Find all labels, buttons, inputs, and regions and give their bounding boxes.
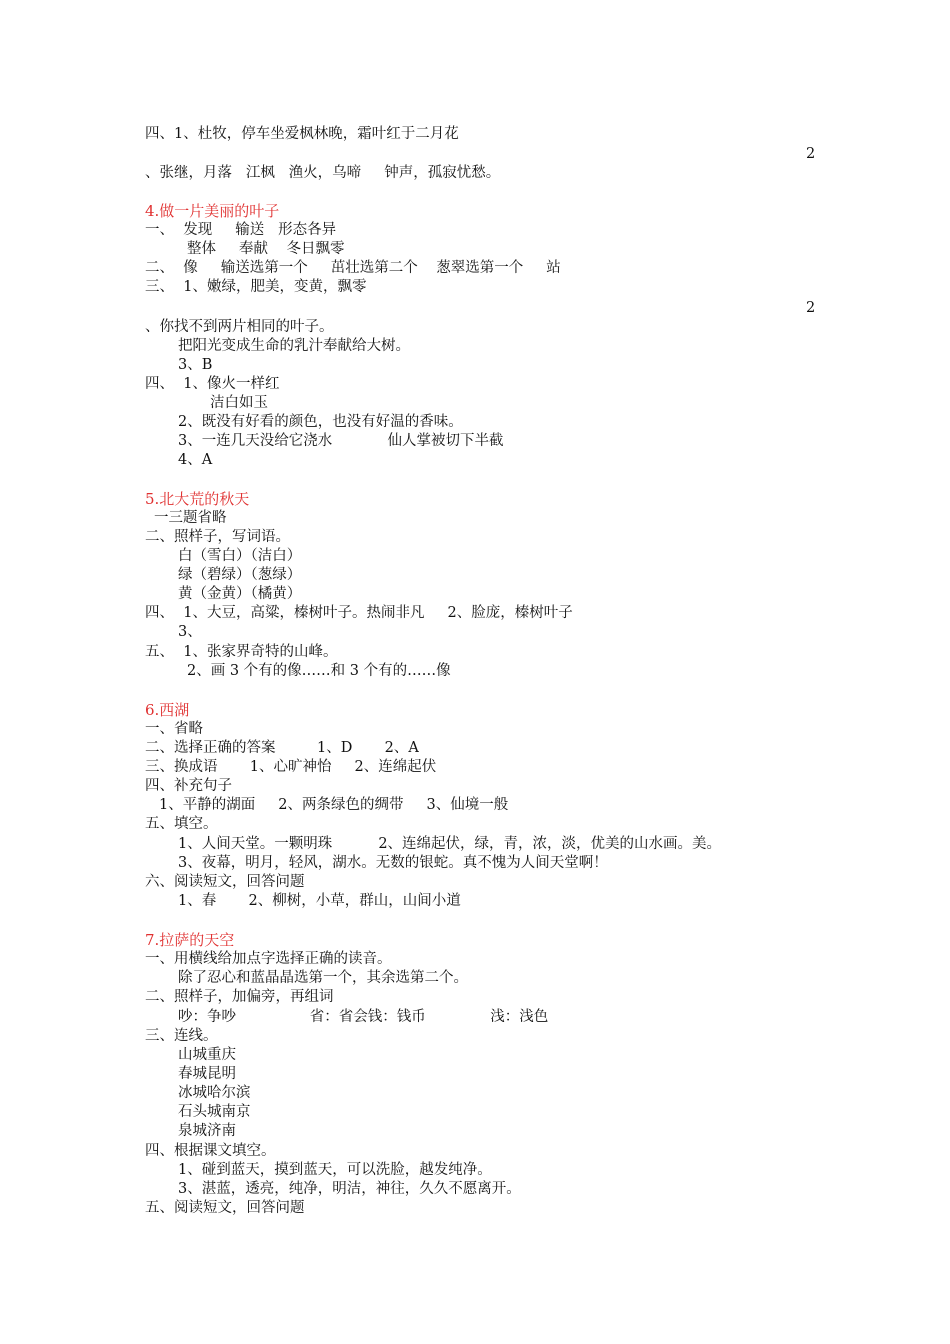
text-line: 1、春 2、柳树，小草，群山，山间小道 [178, 893, 461, 909]
text-line: 六、阅读短文，回答问题 [145, 874, 305, 890]
text-line: 2、画 3 个有的像……和 3 个有的……像 [187, 663, 451, 679]
text-line: 一、省略 [145, 721, 203, 737]
section-heading: 6.西湖 [145, 701, 190, 719]
text-line: 3、一连几天没给它浇水 仙人掌被切下半截 [178, 433, 504, 449]
text-line: 1、人间天堂。一颗明珠 2、连绵起伏，绿，青，浓，淡，优美的山水画。美。 [178, 836, 722, 852]
text-line: 除了忍心和蓝晶晶选第一个，其余选第二个。 [178, 970, 468, 986]
text-line: 三、换成语 1、心旷神怡 2、连绵起伏 [145, 759, 437, 775]
text-line: 山城重庆 [178, 1047, 236, 1063]
text-line: 3、 [178, 624, 202, 640]
text-line: 把阳光变成生命的乳汁奉献给大树。 [178, 338, 410, 354]
text-line: 冰城哈尔滨 [178, 1085, 251, 1101]
text-line: 一三题省略 [154, 510, 227, 526]
section-heading: 7.拉萨的天空 [145, 931, 235, 949]
text-line: 二、选择正确的答案 1、D 2、A [145, 740, 419, 756]
text-line: 整体 奉献 冬日飘零 [187, 241, 345, 257]
text-line: 三、 1、嫩绿，肥美，变黄，飘零 [145, 279, 367, 295]
section-heading: 5.北大荒的秋天 [145, 490, 250, 508]
text-line: 一、用横线给加点字选择正确的读音。 [145, 951, 392, 967]
text-line: 二、照样子，写词语。 [145, 529, 290, 545]
section-heading: 4.做一片美丽的叶子 [145, 202, 280, 220]
text-line: 四、 1、大豆，高粱，榛树叶子。热闹非凡 2、脸庞，榛树叶子 [145, 605, 573, 621]
text-line: 、你找不到两片相同的叶子。 [145, 319, 334, 335]
text-line: 洁白如玉 [210, 395, 268, 411]
text-line: 石头城南京 [178, 1104, 251, 1120]
text-line: 3、湛蓝，透亮，纯净，明洁，神往，久久不愿离开。 [178, 1181, 521, 1197]
text-line: 二、照样子，加偏旁，再组词 [145, 989, 334, 1005]
text-line: 绿（碧绿）（葱绿） [178, 567, 302, 583]
text-line: 4、A [178, 452, 213, 468]
text-line: 、张继，月落 江枫 渔火，乌啼 钟声，孤寂忧愁。 [145, 165, 501, 181]
text-line: 五、阅读短文，回答问题 [145, 1200, 305, 1216]
text-line: 四、1、杜牧，停车坐爱枫林晚，霜叶红于二月花 [145, 126, 459, 142]
text-line: 一、 发现 输送 形态各异 [145, 222, 337, 238]
text-line: 四、补充句子 [145, 778, 232, 794]
text-line: 3、夜幕，明月，轻风，湖水。无数的银蛇。真不愧为人间天堂啊！ [178, 855, 608, 871]
footnote-marker: 2 [806, 300, 816, 316]
text-line: 泉城济南 [178, 1123, 236, 1139]
text-line: 四、根据课文填空。 [145, 1143, 276, 1159]
text-line: 1、平静的湖面 2、两条绿色的绸带 3、仙境一般 [159, 797, 509, 813]
text-line: 白（雪白）（洁白） [178, 548, 302, 564]
text-line: 春城昆明 [178, 1066, 236, 1082]
text-line: 3、B [178, 357, 213, 373]
text-line: 1、碰到蓝天，摸到蓝天，可以洗脸，越发纯净。 [178, 1162, 492, 1178]
text-line: 吵：争吵 省：省会钱：钱币 浅：浅色 [178, 1009, 549, 1025]
text-line: 四、 1、像火一样红 [145, 376, 280, 392]
text-line: 五、 1、张家界奇特的山峰。 [145, 644, 338, 660]
text-line: 2、既没有好看的颜色，也没有好温的香味。 [178, 414, 463, 430]
footnote-marker: 2 [806, 146, 816, 162]
text-line: 二、 像 输送选第一个 茁壮选第二个 葱翠选第一个 站 [145, 260, 561, 276]
text-line: 三、连线。 [145, 1028, 218, 1044]
text-line: 五、填空。 [145, 816, 218, 832]
text-line: 黄（金黄）（橘黄） [178, 586, 302, 602]
